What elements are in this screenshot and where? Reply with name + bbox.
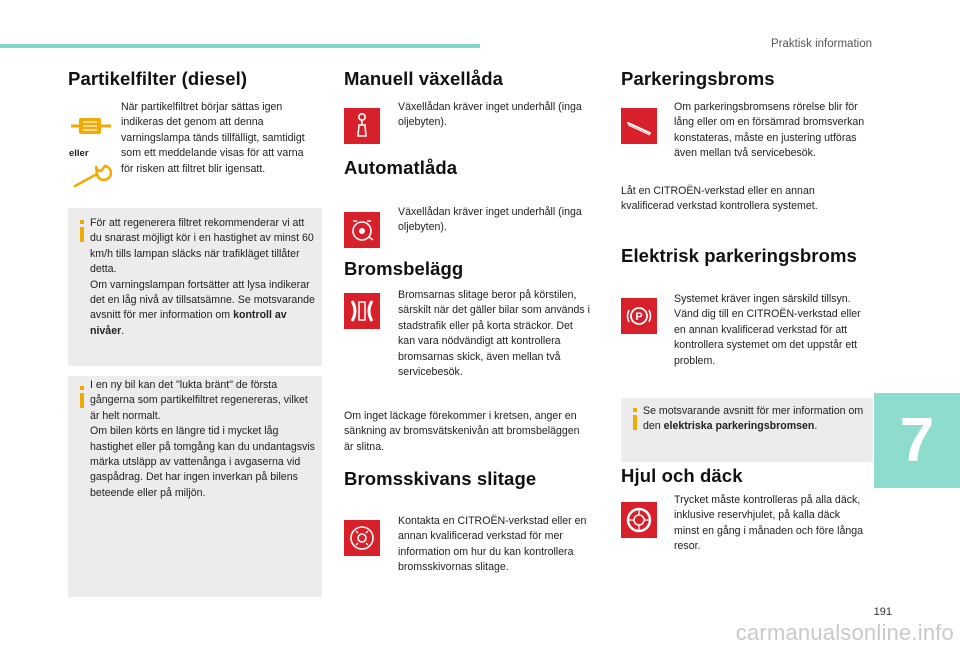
info-icon xyxy=(76,386,88,408)
heading-particle-filter: Partikelfilter (diesel) xyxy=(68,68,248,89)
info-panel-electric-parking-brake xyxy=(621,398,873,462)
heading-automatic-gearbox: Automatlåda xyxy=(344,157,458,178)
wrench-warning-icon xyxy=(69,164,113,195)
info-burnt-smell-p1: I en ny bil kan det "lukta bränt" de första gångerna som partikelfiltret regenereras, vilket är helt normalt. xyxy=(90,379,308,422)
particle-filter-warning-icon xyxy=(69,114,113,145)
automatic-gearbox-icon xyxy=(344,212,380,248)
automatic-gearbox-text: Växellådan kräver inget underhåll (inga oljebyten). xyxy=(398,206,582,234)
manual-gearbox-text: Växellådan kräver inget underhåll (inga oljebyten). xyxy=(398,101,582,129)
electric-parking-brake-icon xyxy=(621,298,657,334)
chapter-number: 7 xyxy=(899,406,935,475)
brake-disc-icon xyxy=(344,520,380,556)
brake-disc-text: Kontakta en CITROËN-verkstad eller en annan kvalificerad verkstad för mer information om hur du kan kontrollera bromsskivornas slitage. xyxy=(398,515,587,574)
header-accent-bar xyxy=(0,44,480,48)
heading-brake-disc-wear: Bromsskivans slitage xyxy=(344,468,537,489)
link-electric-parking-brake: elektriska parkeringsbromsen xyxy=(663,420,815,433)
info-regenerate-p2 xyxy=(90,278,316,340)
svg-text:P: P xyxy=(635,311,643,323)
parking-brake-text-2: Låt en CITROËN-verkstad eller en annan kvalificerad verkstad kontrollera systemet. xyxy=(621,185,818,213)
chapter-tab xyxy=(874,393,960,488)
info-panel-regenerate xyxy=(68,208,322,366)
info-panel-burnt-smell xyxy=(68,376,322,597)
link-level-checks: kontroll av nivåer xyxy=(90,309,287,337)
brake-pads-icon xyxy=(344,293,380,329)
heading-parking-brake: Parkeringsbroms xyxy=(621,68,775,89)
info-electric-parking-brake-text xyxy=(643,404,867,435)
info-regenerate-p1: För att regenerera filtret rekommenderar vi att du snarast möjligt kör i en hastighet av minst 60 km/h tills lampan släcks när trafikläget tillåter detta. xyxy=(90,217,314,276)
info-icon xyxy=(629,408,641,430)
info-burnt-smell-p2: Om bilen körts en längre tid i mycket låg hastighet eller på tomgång kan du undantagsvis märka utsläpp av vattenånga i avgaserna vid gaspådrag. Det har ingen inverkan på bilens beteende eller på miljön. xyxy=(90,425,315,499)
electric-parking-brake-text: Systemet kräver ingen särskild tillsyn. Vänd dig till en CITROËN-verkstad eller en annan kvalificerad verkstad för att kontrollera systemet om det uppstår ett problem. xyxy=(674,293,861,367)
brake-fluid-text: Om inget läckage förekommer i kretsen, anger en sänkning av bromsvätskenivån att bromsbeläggen är slitna. xyxy=(344,410,580,453)
heading-manual-gearbox: Manuell växellåda xyxy=(344,68,504,89)
particle-filter-intro: När partikelfiltret börjar sättas igen indikeras det genom att denna varningslampa tänds tillfälligt, samtidigt som ett meddelande visas för att varna för risken att filtret blir igensatt. xyxy=(121,101,305,175)
or-label: eller xyxy=(69,148,89,159)
info-icon xyxy=(76,220,88,242)
watermark: carmanualsonline.info xyxy=(735,620,954,645)
info-regenerate-p2-end: . xyxy=(121,324,125,337)
info-epb-end: . xyxy=(814,420,818,433)
tyre-icon xyxy=(621,502,657,538)
info-regenerate-p2-text: Om varningslampan fortsätter att lysa indikerar det en låg nivå av tillsatsämne. Se motsvarande avsnitt för mer information om xyxy=(90,278,315,322)
parking-brake-lever-icon xyxy=(621,108,657,144)
info-regenerate-text xyxy=(90,216,316,339)
heading-brake-pads: Bromsbelägg xyxy=(344,258,464,279)
wheels-text: Trycket måste kontrolleras på alla däck, inklusive reservhjulet, på kalla däck minst en gång i månaden och före långa resor. xyxy=(674,494,864,553)
manual-gearbox-icon xyxy=(344,108,380,144)
brake-pads-text: Bromsarnas slitage beror på körstilen, särskilt när det gäller bilar som används i stadstrafik eller på korta sträckor. Det kan vara nödvändigt att kontrollera bromsarnas skick, även mellan två servicebesök. xyxy=(398,289,590,379)
page-number: 191 xyxy=(873,606,892,618)
heading-wheels-and-tyres: Hjul och däck xyxy=(621,465,743,486)
info-burnt-smell-text xyxy=(90,378,318,501)
parking-brake-text: Om parkeringsbromsens rörelse blir för lång eller om en försämrad bromsverkan konstateras, måste en justering utföras även mellan två servicebesök. xyxy=(674,101,865,160)
section-name: Praktisk information xyxy=(771,38,872,50)
info-epb-text: Se motsvarande avsnitt för mer information om den xyxy=(643,405,864,433)
heading-electric-parking-brake: Elektrisk parkeringsbroms xyxy=(621,245,857,266)
